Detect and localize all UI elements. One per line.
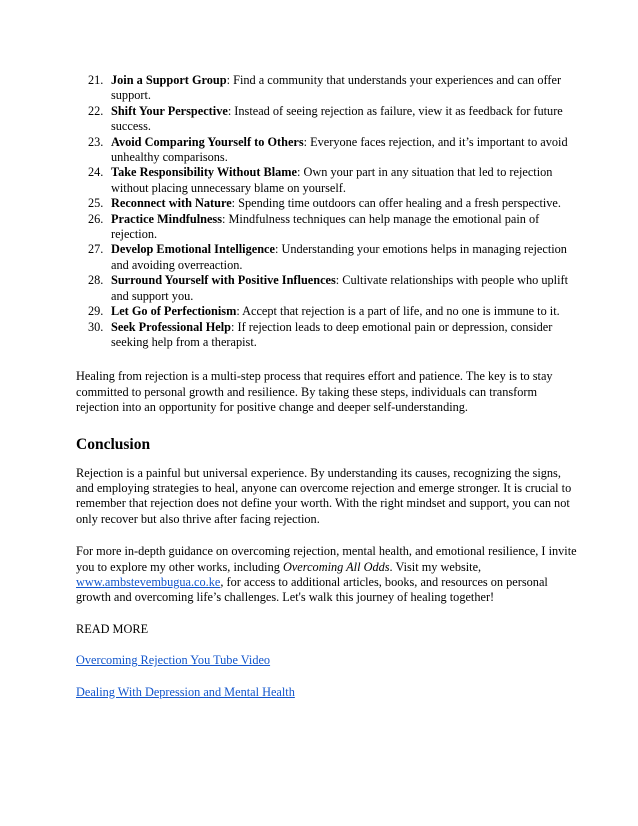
link-line [76,653,578,668]
list-item [76,104,578,135]
list-item [76,242,578,273]
step-text: : Own your part in any situation that led to rejection without placing unnecessary blame on yourself. [111,165,553,195]
list-number: 22. [88,103,104,118]
step-title: Avoid Comparing Yourself to Others [111,134,304,149]
step-title: Practice Mindfulness [111,211,222,226]
healing-steps-list [76,73,578,350]
step-title: Take Responsibility Without Blame [111,165,297,180]
step-text: : Accept that rejection is a part of life, and no one is immune to it. [236,304,560,319]
step-title: Join a Support Group [111,73,227,87]
list-number: 23. [88,134,104,149]
healing-paragraph: Healing from rejection is a multi-step process that requires effort and patience. The key is to stay committed to personal growth and resilience. By taking these steps, individuals can transform rejection into an opportunity for positive change and deeper self-understanding. [76,369,553,415]
step-title: Surround Yourself with Positive Influences [111,273,336,288]
list-number: 29. [88,304,104,319]
read-more-label: READ MORE [76,621,149,636]
list-number: 25. [88,196,104,211]
step-text: : Find a community that understands your experiences and can offer support. [111,73,562,103]
list-item [76,273,578,304]
book-title: Overcoming All Odds [282,559,390,574]
step-text: : Cultivate relationships with people who uplift and support you. [111,273,569,303]
list-item [76,320,578,351]
list-item [76,73,578,104]
list-number: 27. [88,242,104,257]
conclusion-paragraph: Rejection is a painful but universal experience. By understanding its causes, recognizing the signs, and employing strategies to heal, anyone can overcome rejection and emerge stronger. It is crucial to remember that rejection does not define your worth. With the right mindset and support, you can not only recover but also thrive after facing rejection. [76,465,572,526]
list-item [76,135,578,166]
more-text-before: For more in-depth guidance on overcoming rejection, mental health, and emotional resilience, I invite you to explore my other works, including [76,544,577,574]
step-title: Seek Professional Help [111,319,232,334]
step-text: : Understanding your emotions helps in managing rejection and avoiding overreaction. [111,242,567,272]
link-line [76,685,578,700]
list-number: 26. [88,211,104,226]
step-title: Develop Emotional Intelligence [111,242,275,257]
more-text-after: , for access to additional articles, books, and resources on personal growth and overcoming life’s challenges. Let's walk this journey of healing together! [76,574,548,605]
step-text: : Everyone faces rejection, and it’s important to avoid unhealthy comparisons. [111,134,568,165]
more-guidance-paragraph [76,544,578,606]
step-text: : Spending time outdoors can offer healing and a fresh perspective. [231,196,561,211]
more-text-middle: . Visit my website, [389,559,482,574]
list-item [76,304,578,319]
step-text: : Mindfulness techniques can help manage the emotional pain of rejection. [111,211,540,242]
list-number: 30. [88,319,104,334]
list-number: 21. [88,73,104,87]
step-title: Reconnect with Nature [111,196,232,211]
list-item [76,165,578,196]
list-number: 24. [88,165,104,180]
conclusion-heading: Conclusion [76,435,151,453]
list-number: 28. [88,273,104,288]
depression-health-link[interactable]: Dealing With Depression and Mental Health [76,684,295,699]
list-item [76,212,578,243]
rejection-video-link[interactable]: Overcoming Rejection You Tube Video [76,653,271,668]
list-item [76,196,578,211]
step-text: : If rejection leads to deep emotional pain or depression, consider seeking help from a therapist. [111,319,553,349]
step-text: : Instead of seeing rejection as failure, view it as feedback for future success. [111,103,563,134]
step-title: Shift Your Perspective [111,103,228,118]
website-link[interactable]: www.ambstevembugua.co.ke [76,574,221,589]
step-title: Let Go of Perfectionism [111,304,237,319]
